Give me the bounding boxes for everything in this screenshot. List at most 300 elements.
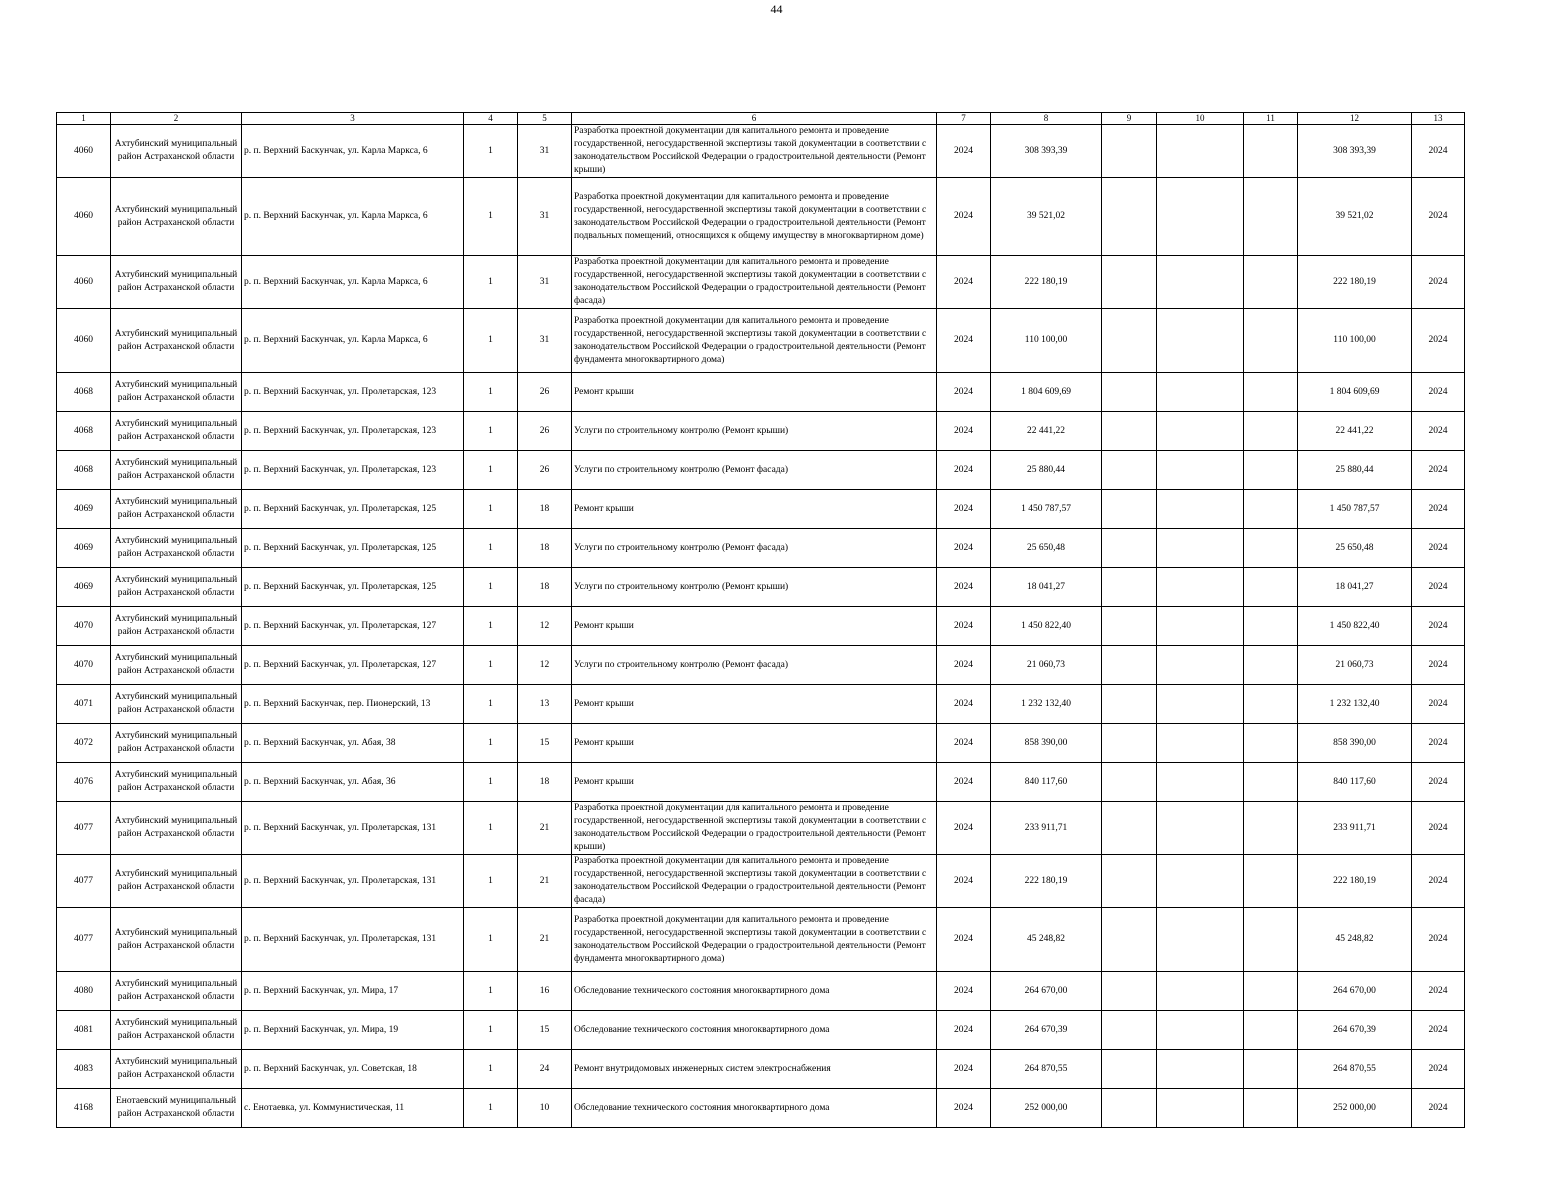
- page-number: 44: [770, 2, 783, 16]
- municipality: Ахтубинский муниципальный район Астраханской области: [111, 855, 242, 908]
- col-10-value: [1157, 490, 1244, 529]
- cost: 22 441,22: [991, 412, 1102, 451]
- table-row: [57, 724, 1465, 763]
- col-11-value: [1244, 685, 1298, 724]
- col-10-value: [1157, 1050, 1244, 1089]
- col-10-value: [1157, 724, 1244, 763]
- col-5-value: 10: [518, 1089, 572, 1128]
- col-5-value: 13: [518, 685, 572, 724]
- col-10-value: [1157, 763, 1244, 802]
- work-type: Ремонт крыши: [572, 763, 937, 802]
- total-cost: 110 100,00: [1298, 309, 1412, 373]
- col-5-value: 15: [518, 1011, 572, 1050]
- address: р. п. Верхний Баскунчак, ул. Мира, 17: [242, 972, 464, 1011]
- work-type: Разработка проектной документации для капитального ремонта и проведение государственной, негосударственной экспертизы такой документации в соответствии с законодательством Российской Федерации о градостроительной деятельности (Ремонт фасада): [572, 855, 937, 908]
- col-5-value: 31: [518, 125, 572, 178]
- record-id: 4077: [57, 908, 111, 972]
- table-row: [57, 908, 1465, 972]
- year: 2024: [937, 125, 991, 178]
- col-5-value: 21: [518, 802, 572, 855]
- col-11-value: [1244, 412, 1298, 451]
- municipality: Ахтубинский муниципальный район Астраханской области: [111, 309, 242, 373]
- total-cost: 308 393,39: [1298, 125, 1412, 178]
- municipality: Ахтубинский муниципальный район Астраханской области: [111, 763, 242, 802]
- record-id: 4069: [57, 568, 111, 607]
- col-5-value: 31: [518, 256, 572, 309]
- cost: 840 117,60: [991, 763, 1102, 802]
- address: р. п. Верхний Баскунчак, ул. Пролетарская, 127: [242, 646, 464, 685]
- total-cost: 264 670,00: [1298, 972, 1412, 1011]
- col-5-value: 21: [518, 855, 572, 908]
- col-10-value: [1157, 1089, 1244, 1128]
- col-10-value: [1157, 685, 1244, 724]
- cost: 1 450 822,40: [991, 607, 1102, 646]
- col-10-value: [1157, 607, 1244, 646]
- table-row: [57, 451, 1465, 490]
- address: р. п. Верхний Баскунчак, ул. Карла Маркса, 6: [242, 125, 464, 178]
- completion-year: 2024: [1412, 646, 1465, 685]
- municipality: Ахтубинский муниципальный район Астраханской области: [111, 373, 242, 412]
- completion-year: 2024: [1412, 1011, 1465, 1050]
- table-row: [57, 529, 1465, 568]
- col-5-value: 12: [518, 607, 572, 646]
- work-type: Ремонт крыши: [572, 373, 937, 412]
- col-11-value: [1244, 125, 1298, 178]
- table-row: [57, 412, 1465, 451]
- work-type: Разработка проектной документации для капитального ремонта и проведение государственной, негосударственной экспертизы такой документации в соответствии с законодательством Российской Федерации о градостроительной деятельности (Ремонт фундамента многоквартирного дома): [572, 908, 937, 972]
- completion-year: 2024: [1412, 309, 1465, 373]
- municipality: Ахтубинский муниципальный район Астраханской области: [111, 607, 242, 646]
- col-11-value: [1244, 309, 1298, 373]
- work-type: Обследование технического состояния многоквартирного дома: [572, 972, 937, 1011]
- col-9-value: [1102, 607, 1157, 646]
- col-11-value: [1244, 1050, 1298, 1089]
- total-cost: 1 804 609,69: [1298, 373, 1412, 412]
- address: р. п. Верхний Баскунчак, ул. Пролетарская, 131: [242, 802, 464, 855]
- col-10-value: [1157, 1011, 1244, 1050]
- year: 2024: [937, 802, 991, 855]
- address: р. п. Верхний Баскунчак, ул. Пролетарская, 125: [242, 490, 464, 529]
- municipality: Ахтубинский муниципальный район Астраханской области: [111, 1050, 242, 1089]
- col-5-value: 12: [518, 646, 572, 685]
- completion-year: 2024: [1412, 373, 1465, 412]
- work-type: Ремонт крыши: [572, 490, 937, 529]
- col-5-value: 18: [518, 490, 572, 529]
- total-cost: 45 248,82: [1298, 908, 1412, 972]
- column-number-12: 12: [1298, 113, 1412, 125]
- total-cost: 1 450 822,40: [1298, 607, 1412, 646]
- col-10-value: [1157, 855, 1244, 908]
- record-id: 4168: [57, 1089, 111, 1128]
- completion-year: 2024: [1412, 972, 1465, 1011]
- municipality: Ахтубинский муниципальный район Астраханской области: [111, 908, 242, 972]
- year: 2024: [937, 373, 991, 412]
- col-4-value: 1: [464, 855, 518, 908]
- col-11-value: [1244, 724, 1298, 763]
- col-5-value: 18: [518, 568, 572, 607]
- address: р. п. Верхний Баскунчак, ул. Абая, 38: [242, 724, 464, 763]
- completion-year: 2024: [1412, 529, 1465, 568]
- completion-year: 2024: [1412, 685, 1465, 724]
- completion-year: 2024: [1412, 908, 1465, 972]
- col-4-value: 1: [464, 1050, 518, 1089]
- address: р. п. Верхний Баскунчак, пер. Пионерский, 13: [242, 685, 464, 724]
- col-9-value: [1102, 855, 1157, 908]
- year: 2024: [937, 1089, 991, 1128]
- total-cost: 1 232 132,40: [1298, 685, 1412, 724]
- year: 2024: [937, 568, 991, 607]
- column-number-7: 7: [937, 113, 991, 125]
- year: 2024: [937, 1050, 991, 1089]
- year: 2024: [937, 178, 991, 256]
- year: 2024: [937, 490, 991, 529]
- year: 2024: [937, 1011, 991, 1050]
- work-type: Разработка проектной документации для капитального ремонта и проведение государственной, негосударственной экспертизы такой документации в соответствии с законодательством Российской Федерации о градостроительной деятельности (Ремонт крыши): [572, 802, 937, 855]
- completion-year: 2024: [1412, 568, 1465, 607]
- record-id: 4060: [57, 125, 111, 178]
- cost: 264 670,39: [991, 1011, 1102, 1050]
- work-type: Услуги по строительному контролю (Ремонт фасада): [572, 451, 937, 490]
- col-11-value: [1244, 178, 1298, 256]
- record-id: 4069: [57, 529, 111, 568]
- cost: 18 041,27: [991, 568, 1102, 607]
- column-number-10: 10: [1157, 113, 1244, 125]
- table-row: [57, 256, 1465, 309]
- col-9-value: [1102, 256, 1157, 309]
- col-10-value: [1157, 178, 1244, 256]
- table-body: [57, 125, 1465, 1128]
- completion-year: 2024: [1412, 1089, 1465, 1128]
- col-9-value: [1102, 125, 1157, 178]
- address: с. Енотаевка, ул. Коммунистическая, 11: [242, 1089, 464, 1128]
- col-4-value: 1: [464, 490, 518, 529]
- municipality: Ахтубинский муниципальный район Астраханской области: [111, 802, 242, 855]
- year: 2024: [937, 908, 991, 972]
- col-9-value: [1102, 309, 1157, 373]
- table-row: [57, 1089, 1465, 1128]
- record-id: 4083: [57, 1050, 111, 1089]
- col-4-value: 1: [464, 309, 518, 373]
- work-type: Услуги по строительному контролю (Ремонт крыши): [572, 412, 937, 451]
- record-id: 4072: [57, 724, 111, 763]
- repair-register-table: [56, 112, 1465, 1128]
- col-11-value: [1244, 1011, 1298, 1050]
- col-9-value: [1102, 972, 1157, 1011]
- col-9-value: [1102, 451, 1157, 490]
- col-5-value: 26: [518, 412, 572, 451]
- total-cost: 222 180,19: [1298, 855, 1412, 908]
- record-id: 4077: [57, 855, 111, 908]
- year: 2024: [937, 685, 991, 724]
- municipality: Ахтубинский муниципальный район Астраханской области: [111, 724, 242, 763]
- record-id: 4068: [57, 412, 111, 451]
- record-id: 4070: [57, 607, 111, 646]
- col-4-value: 1: [464, 373, 518, 412]
- total-cost: 264 670,39: [1298, 1011, 1412, 1050]
- completion-year: 2024: [1412, 855, 1465, 908]
- col-9-value: [1102, 763, 1157, 802]
- record-id: 4076: [57, 763, 111, 802]
- table-row: [57, 125, 1465, 178]
- col-9-value: [1102, 908, 1157, 972]
- work-type: Ремонт внутридомовых инженерных систем электроснабжения: [572, 1050, 937, 1089]
- cost: 222 180,19: [991, 256, 1102, 309]
- col-9-value: [1102, 646, 1157, 685]
- table-row: [57, 646, 1465, 685]
- completion-year: 2024: [1412, 256, 1465, 309]
- work-type: Разработка проектной документации для капитального ремонта и проведение государственной, негосударственной экспертизы такой документации в соответствии с законодательством Российской Федерации о градостроительной деятельности (Ремонт фундамента многоквартирного дома): [572, 309, 937, 373]
- col-4-value: 1: [464, 178, 518, 256]
- completion-year: 2024: [1412, 1050, 1465, 1089]
- completion-year: 2024: [1412, 802, 1465, 855]
- total-cost: 18 041,27: [1298, 568, 1412, 607]
- column-number-8: 8: [991, 113, 1102, 125]
- year: 2024: [937, 607, 991, 646]
- column-number-1: 1: [57, 113, 111, 125]
- cost: 1 804 609,69: [991, 373, 1102, 412]
- col-9-value: [1102, 373, 1157, 412]
- col-11-value: [1244, 763, 1298, 802]
- work-type: Разработка проектной документации для капитального ремонта и проведение государственной, негосударственной экспертизы такой документации в соответствии с законодательством Российской Федерации о градостроительной деятельности (Ремонт фасада): [572, 256, 937, 309]
- col-10-value: [1157, 908, 1244, 972]
- record-id: 4060: [57, 309, 111, 373]
- column-number-11: 11: [1244, 113, 1298, 125]
- column-number-row: [57, 113, 1465, 125]
- record-id: 4060: [57, 256, 111, 309]
- cost: 45 248,82: [991, 908, 1102, 972]
- col-11-value: [1244, 1089, 1298, 1128]
- cost: 39 521,02: [991, 178, 1102, 256]
- col-5-value: 16: [518, 972, 572, 1011]
- table-row: [57, 855, 1465, 908]
- total-cost: 252 000,00: [1298, 1089, 1412, 1128]
- year: 2024: [937, 256, 991, 309]
- total-cost: 39 521,02: [1298, 178, 1412, 256]
- col-10-value: [1157, 529, 1244, 568]
- col-11-value: [1244, 972, 1298, 1011]
- table-row: [57, 373, 1465, 412]
- col-11-value: [1244, 607, 1298, 646]
- municipality: Ахтубинский муниципальный район Астраханской области: [111, 685, 242, 724]
- total-cost: 233 911,71: [1298, 802, 1412, 855]
- record-id: 4068: [57, 373, 111, 412]
- col-9-value: [1102, 1050, 1157, 1089]
- col-9-value: [1102, 178, 1157, 256]
- cost: 222 180,19: [991, 855, 1102, 908]
- completion-year: 2024: [1412, 490, 1465, 529]
- total-cost: 264 870,55: [1298, 1050, 1412, 1089]
- total-cost: 22 441,22: [1298, 412, 1412, 451]
- work-type: Услуги по строительному контролю (Ремонт крыши): [572, 568, 937, 607]
- address: р. п. Верхний Баскунчак, ул. Пролетарская, 123: [242, 451, 464, 490]
- table-row: [57, 1050, 1465, 1089]
- cost: 1 450 787,57: [991, 490, 1102, 529]
- cost: 25 650,48: [991, 529, 1102, 568]
- col-5-value: 26: [518, 451, 572, 490]
- table-row: [57, 763, 1465, 802]
- year: 2024: [937, 972, 991, 1011]
- work-type: Ремонт крыши: [572, 724, 937, 763]
- col-9-value: [1102, 685, 1157, 724]
- address: р. п. Верхний Баскунчак, ул. Карла Маркса, 6: [242, 178, 464, 256]
- column-number-4: 4: [464, 113, 518, 125]
- completion-year: 2024: [1412, 178, 1465, 256]
- column-number-9: 9: [1102, 113, 1157, 125]
- col-5-value: 26: [518, 373, 572, 412]
- col-4-value: 1: [464, 451, 518, 490]
- col-5-value: 24: [518, 1050, 572, 1089]
- col-11-value: [1244, 256, 1298, 309]
- address: р. п. Верхний Баскунчак, ул. Советская, 18: [242, 1050, 464, 1089]
- completion-year: 2024: [1412, 724, 1465, 763]
- municipality: Ахтубинский муниципальный район Астраханской области: [111, 256, 242, 309]
- work-type: Услуги по строительному контролю (Ремонт фасада): [572, 646, 937, 685]
- year: 2024: [937, 451, 991, 490]
- table-row: [57, 607, 1465, 646]
- col-11-value: [1244, 490, 1298, 529]
- year: 2024: [937, 763, 991, 802]
- cost: 233 911,71: [991, 802, 1102, 855]
- completion-year: 2024: [1412, 451, 1465, 490]
- col-4-value: 1: [464, 256, 518, 309]
- record-id: 4077: [57, 802, 111, 855]
- col-11-value: [1244, 908, 1298, 972]
- column-number-5: 5: [518, 113, 572, 125]
- year: 2024: [937, 646, 991, 685]
- municipality: Ахтубинский муниципальный район Астраханской области: [111, 412, 242, 451]
- year: 2024: [937, 309, 991, 373]
- record-id: 4081: [57, 1011, 111, 1050]
- col-5-value: 31: [518, 309, 572, 373]
- table-row: [57, 802, 1465, 855]
- cost: 1 232 132,40: [991, 685, 1102, 724]
- cost: 252 000,00: [991, 1089, 1102, 1128]
- table-row: [57, 178, 1465, 256]
- col-4-value: 1: [464, 529, 518, 568]
- total-cost: 25 880,44: [1298, 451, 1412, 490]
- col-4-value: 1: [464, 646, 518, 685]
- col-4-value: 1: [464, 972, 518, 1011]
- record-id: 4069: [57, 490, 111, 529]
- work-type: Разработка проектной документации для капитального ремонта и проведение государственной, негосударственной экспертизы такой документации в соответствии с законодательством Российской Федерации о градостроительной деятельности (Ремонт крыши): [572, 125, 937, 178]
- completion-year: 2024: [1412, 763, 1465, 802]
- col-4-value: 1: [464, 1089, 518, 1128]
- col-4-value: 1: [464, 125, 518, 178]
- col-4-value: 1: [464, 412, 518, 451]
- address: р. п. Верхний Баскунчак, ул. Пролетарская, 125: [242, 529, 464, 568]
- cost: 264 670,00: [991, 972, 1102, 1011]
- col-5-value: 31: [518, 178, 572, 256]
- col-10-value: [1157, 646, 1244, 685]
- municipality: Ахтубинский муниципальный район Астраханской области: [111, 451, 242, 490]
- address: р. п. Верхний Баскунчак, ул. Карла Маркса, 6: [242, 256, 464, 309]
- col-11-value: [1244, 855, 1298, 908]
- col-9-value: [1102, 529, 1157, 568]
- col-11-value: [1244, 802, 1298, 855]
- address: р. п. Верхний Баскунчак, ул. Мира, 19: [242, 1011, 464, 1050]
- col-4-value: 1: [464, 724, 518, 763]
- address: р. п. Верхний Баскунчак, ул. Пролетарская, 125: [242, 568, 464, 607]
- total-cost: 858 390,00: [1298, 724, 1412, 763]
- col-4-value: 1: [464, 568, 518, 607]
- table-row: [57, 309, 1465, 373]
- municipality: Ахтубинский муниципальный район Астраханской области: [111, 646, 242, 685]
- record-id: 4060: [57, 178, 111, 256]
- cost: 25 880,44: [991, 451, 1102, 490]
- column-number-13: 13: [1412, 113, 1465, 125]
- col-4-value: 1: [464, 763, 518, 802]
- municipality: Ахтубинский муниципальный район Астраханской области: [111, 490, 242, 529]
- work-type: Ремонт крыши: [572, 607, 937, 646]
- col-10-value: [1157, 451, 1244, 490]
- municipality: Ахтубинский муниципальный район Астраханской области: [111, 568, 242, 607]
- municipality: Ахтубинский муниципальный район Астраханской области: [111, 972, 242, 1011]
- year: 2024: [937, 855, 991, 908]
- address: р. п. Верхний Баскунчак, ул. Абая, 36: [242, 763, 464, 802]
- total-cost: 1 450 787,57: [1298, 490, 1412, 529]
- col-11-value: [1244, 529, 1298, 568]
- col-11-value: [1244, 568, 1298, 607]
- municipality: Ахтубинский муниципальный район Астраханской области: [111, 178, 242, 256]
- col-5-value: 18: [518, 529, 572, 568]
- year: 2024: [937, 412, 991, 451]
- col-4-value: 1: [464, 685, 518, 724]
- table-row: [57, 568, 1465, 607]
- col-5-value: 18: [518, 763, 572, 802]
- completion-year: 2024: [1412, 412, 1465, 451]
- col-10-value: [1157, 309, 1244, 373]
- record-id: 4070: [57, 646, 111, 685]
- cost: 21 060,73: [991, 646, 1102, 685]
- address: р. п. Верхний Баскунчак, ул. Пролетарская, 127: [242, 607, 464, 646]
- table-row: [57, 490, 1465, 529]
- address: р. п. Верхний Баскунчак, ул. Пролетарская, 123: [242, 373, 464, 412]
- col-11-value: [1244, 373, 1298, 412]
- completion-year: 2024: [1412, 125, 1465, 178]
- col-10-value: [1157, 972, 1244, 1011]
- municipality: Енотаевский муниципальный район Астраханской области: [111, 1089, 242, 1128]
- col-10-value: [1157, 412, 1244, 451]
- work-type: Ремонт крыши: [572, 685, 937, 724]
- col-10-value: [1157, 256, 1244, 309]
- cost: 858 390,00: [991, 724, 1102, 763]
- address: р. п. Верхний Баскунчак, ул. Пролетарская, 123: [242, 412, 464, 451]
- work-type: Обследование технического состояния многоквартирного дома: [572, 1011, 937, 1050]
- year: 2024: [937, 724, 991, 763]
- col-10-value: [1157, 373, 1244, 412]
- column-number-3: 3: [242, 113, 464, 125]
- record-id: 4080: [57, 972, 111, 1011]
- col-10-value: [1157, 802, 1244, 855]
- work-type: Услуги по строительному контролю (Ремонт фасада): [572, 529, 937, 568]
- completion-year: 2024: [1412, 607, 1465, 646]
- table-row: [57, 1011, 1465, 1050]
- table-row: [57, 685, 1465, 724]
- address: р. п. Верхний Баскунчак, ул. Пролетарская, 131: [242, 855, 464, 908]
- total-cost: 25 650,48: [1298, 529, 1412, 568]
- record-id: 4068: [57, 451, 111, 490]
- cost: 264 870,55: [991, 1050, 1102, 1089]
- col-11-value: [1244, 451, 1298, 490]
- col-4-value: 1: [464, 802, 518, 855]
- col-10-value: [1157, 125, 1244, 178]
- cost: 110 100,00: [991, 309, 1102, 373]
- col-4-value: 1: [464, 607, 518, 646]
- col-4-value: 1: [464, 908, 518, 972]
- col-4-value: 1: [464, 1011, 518, 1050]
- total-cost: 840 117,60: [1298, 763, 1412, 802]
- address: р. п. Верхний Баскунчак, ул. Пролетарская, 131: [242, 908, 464, 972]
